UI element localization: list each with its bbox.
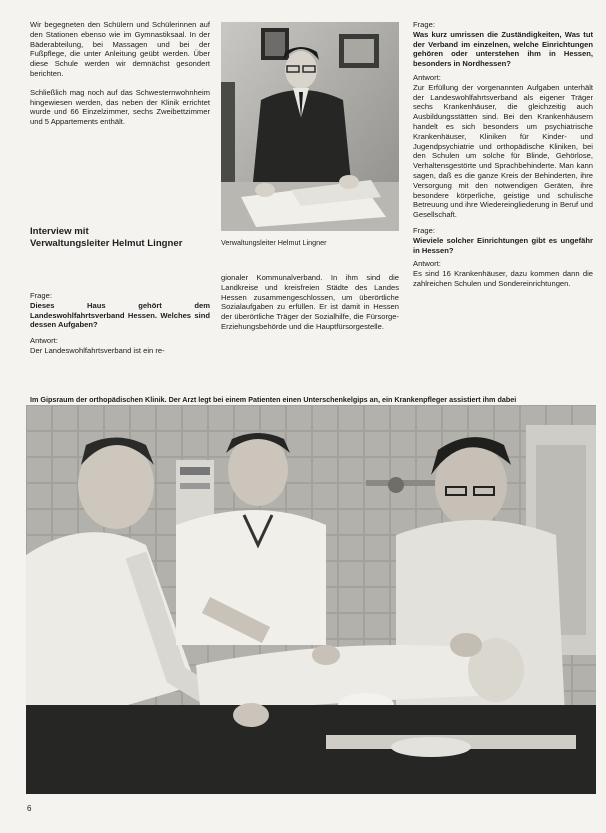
intro-paragraph: Schließlich mag noch auf das Schwesternwohnheim hingewiesen werden, das neben der Klinik errichtet wurde und 66 Einzelzimmer, sechs Zweibettzimmer und 5 Appartements enthält.: [30, 87, 210, 127]
intro-text: [30, 20, 210, 127]
answer-text: Der Landeswohlfahrtsverband ist ein re-: [30, 345, 165, 355]
photo-caption: Im Gipsraum der orthopädischen Klinik. Der Arzt legt bei einem Patienten einen Unterschenkelgips an, ein Krankenpfleger assistiert ihm dabei: [30, 395, 517, 404]
answer-label: Antwort:: [413, 259, 441, 269]
question-text: Dieses Haus gehört dem Landeswohlfahrtsverband Hessen. Welches sind dessen Aufgaben?: [30, 300, 210, 330]
interview-heading: [30, 226, 182, 250]
answer-1-continued: gionaler Kommunalverband. In ihm sind die Landkreise und kreisfreien Städte des Landes Hessen zusammengeschlossen, um überörtliche Sozialaufgaben zu erfüllen. Er ist damit in Hessen der überörtliche Träger der Sozialhilfe, die Fürsorge-Erziehungsbehörde und die Hauptfürsorgestelle.: [221, 273, 399, 331]
question-label: Frage:: [413, 225, 435, 235]
portrait-caption: Verwaltungsleiter Helmut Lingner: [221, 238, 327, 247]
intro-paragraph: Wir begegneten den Schülern und Schülerinnen auf den Stationen ebenso wie im Gymnastiksaal. In der Bäderabteilung, bei Massagen und bei der Fußpflege, die unter Anleitung geübt werden. Über diese Schule werden wir demnächst gesondert berichten.: [30, 20, 210, 78]
question-text: Wieviele solcher Einrichtungen gibt es ungefähr in Hessen?: [413, 235, 593, 255]
question-label: Frage:: [413, 20, 435, 29]
page-number: 6: [27, 804, 32, 813]
answer-text: Es sind 16 Krankenhäuser, dazu kommen dann die zahlreichen Schulen und Sondereinrichtungen.: [413, 269, 593, 288]
interview-heading-line: Verwaltungsleiter Helmut Lingner: [30, 238, 183, 249]
question-label: Frage:: [30, 291, 52, 300]
answer-text: Zur Erfüllung der vorgenannten Aufgaben unterhält der Landeswohlfahrtsverband als eigener Träger sechs Krankenhäuser, die gleichzeitig auch Ausbildungsstätten sind. Bei den Krankenhäusern handelt es sich besonders um psychiatrische Krankenhäuser, Kliniken für Kinder- und Jugendpsychiatrie und orthopädische Kliniken, bei den Schulen um solche für Blinde, Gehörlose, Verhaltensgestörte und Sprachbehinderte. Man kann sagen, daß es die ganze Kreis der Behinderten, ihre Versorgung mit den notwendigen Geräten, ihre besondere körperliche, geistige und schulische Betreuung und ihre Wiedereingliederung in Beruf und Gesellschaft.: [413, 82, 593, 220]
answer-label: Antwort:: [30, 336, 58, 346]
question-2-block: [413, 20, 593, 289]
question-text: Was kurz umrissen die Zuständigkeiten, Was tut der Verband im einzelnen, welche Einrichtungen gehören oder unterstehen ihm in Hessen, besonders in Nordhessen?: [413, 29, 593, 69]
interview-heading-line: Interview mit: [30, 226, 89, 237]
answer-label: Antwort:: [413, 72, 441, 82]
portrait-photo: [221, 22, 399, 231]
plaster-room-photo: [26, 405, 596, 794]
question-1-block: [30, 291, 210, 356]
